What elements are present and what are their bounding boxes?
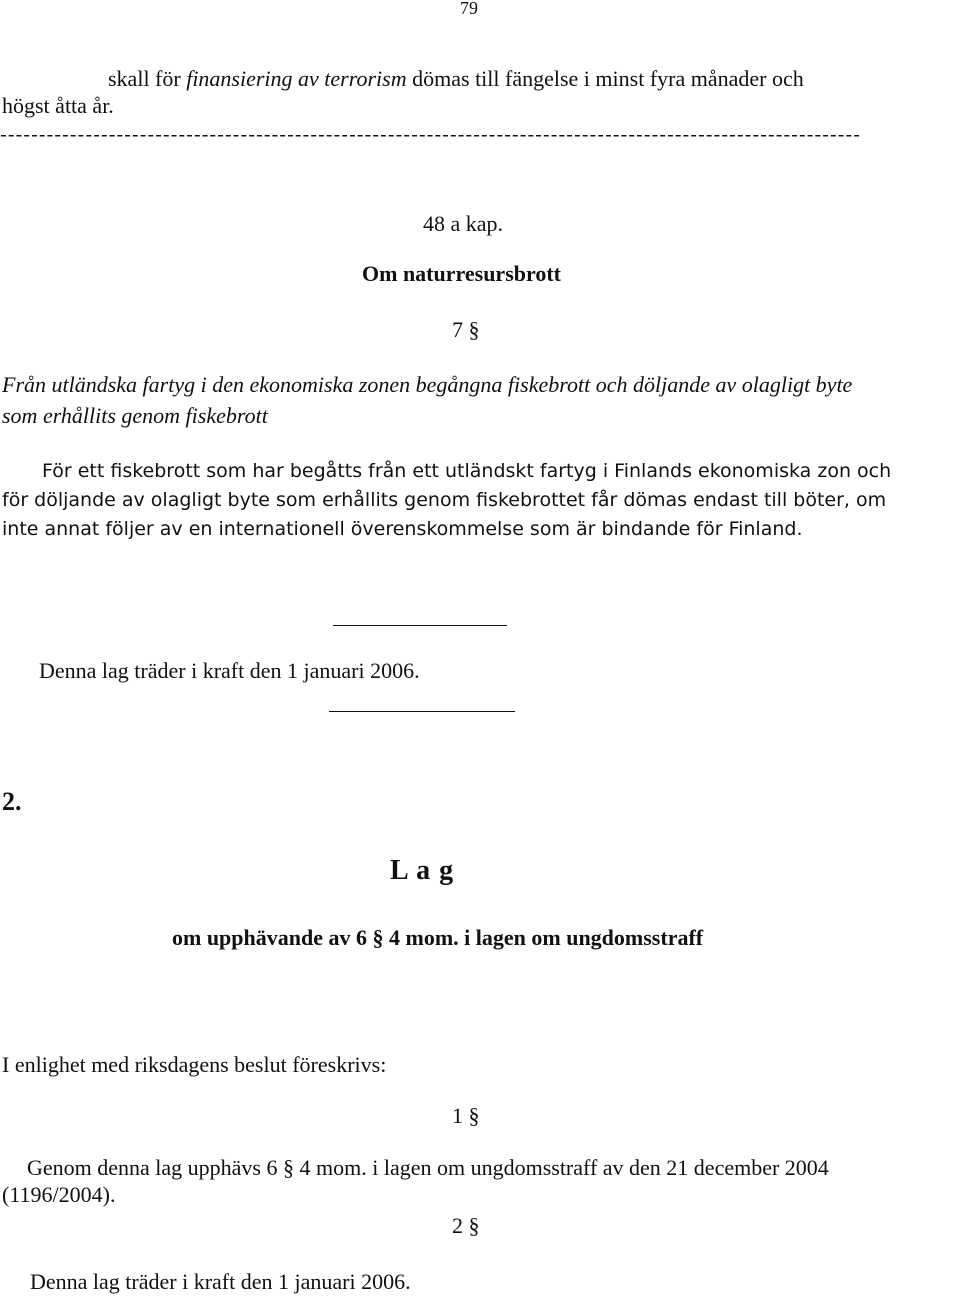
section-7-body-line-3: inte annat följer av en internationell överenskommelse som är bindande för Finland. bbox=[2, 518, 803, 540]
law-2-section-1-line-1: Genom denna lag upphävs 6 § 4 mom. i lagen om ungdomsstraff av den 21 december 2004 bbox=[27, 1155, 829, 1180]
text-run: skall för bbox=[108, 66, 187, 91]
page-number: 79 bbox=[460, 0, 478, 18]
law-2-section-1-label: 1 § bbox=[452, 1103, 480, 1128]
law-2-subtitle: om upphävande av 6 § 4 mom. i lagen om ungdomsstraff bbox=[172, 925, 704, 950]
horizontal-rule-top bbox=[333, 625, 507, 626]
text-run: dömas till fängelse i minst fyra månader och bbox=[406, 66, 804, 91]
law-2-title: L a g bbox=[390, 855, 455, 886]
chapter-title: Om naturresursbrott bbox=[362, 261, 562, 286]
law-2-section-2-label: 2 § bbox=[452, 1213, 480, 1238]
section-7-heading-line-2: som erhållits genom fiskebrott bbox=[2, 403, 268, 428]
law-2-number: 2. bbox=[2, 787, 22, 816]
section-7-body-line-2: för döljande av olagligt byte som erhållits genom fiskebrottet får dömas endast till böter, om bbox=[2, 489, 887, 511]
effective-date-1: Denna lag träder i kraft den 1 januari 2006. bbox=[39, 658, 420, 683]
section-7-body-line-1: För ett fiskebrott som har begåtts från ett utländskt fartyg i Finlands ekonomiska zon och bbox=[42, 460, 892, 482]
law-2-section-1-line-2: (1196/2004). bbox=[2, 1182, 116, 1207]
law-2-preamble: I enlighet med riksdagens beslut föreskrivs: bbox=[2, 1052, 387, 1077]
previous-section-text-line-2: högst åtta år. bbox=[2, 93, 114, 118]
chapter-number: 48 a kap. bbox=[423, 211, 504, 236]
previous-section-text-line-1 bbox=[108, 66, 804, 92]
section-7-heading-line-1: Från utländska fartyg i den ekonomiska zonen begångna fiskebrott och döljande av olagligt byte bbox=[2, 372, 853, 397]
law-2-section-2-text: Denna lag träder i kraft den 1 januari 2006. bbox=[30, 1269, 411, 1294]
dashed-separator: --------------------------------------------------------------------------------------------------------------- bbox=[0, 124, 861, 146]
italic-term: finansiering av terrorism bbox=[186, 66, 407, 91]
horizontal-rule-bottom bbox=[329, 711, 515, 712]
section-7-label: 7 § bbox=[452, 317, 480, 342]
